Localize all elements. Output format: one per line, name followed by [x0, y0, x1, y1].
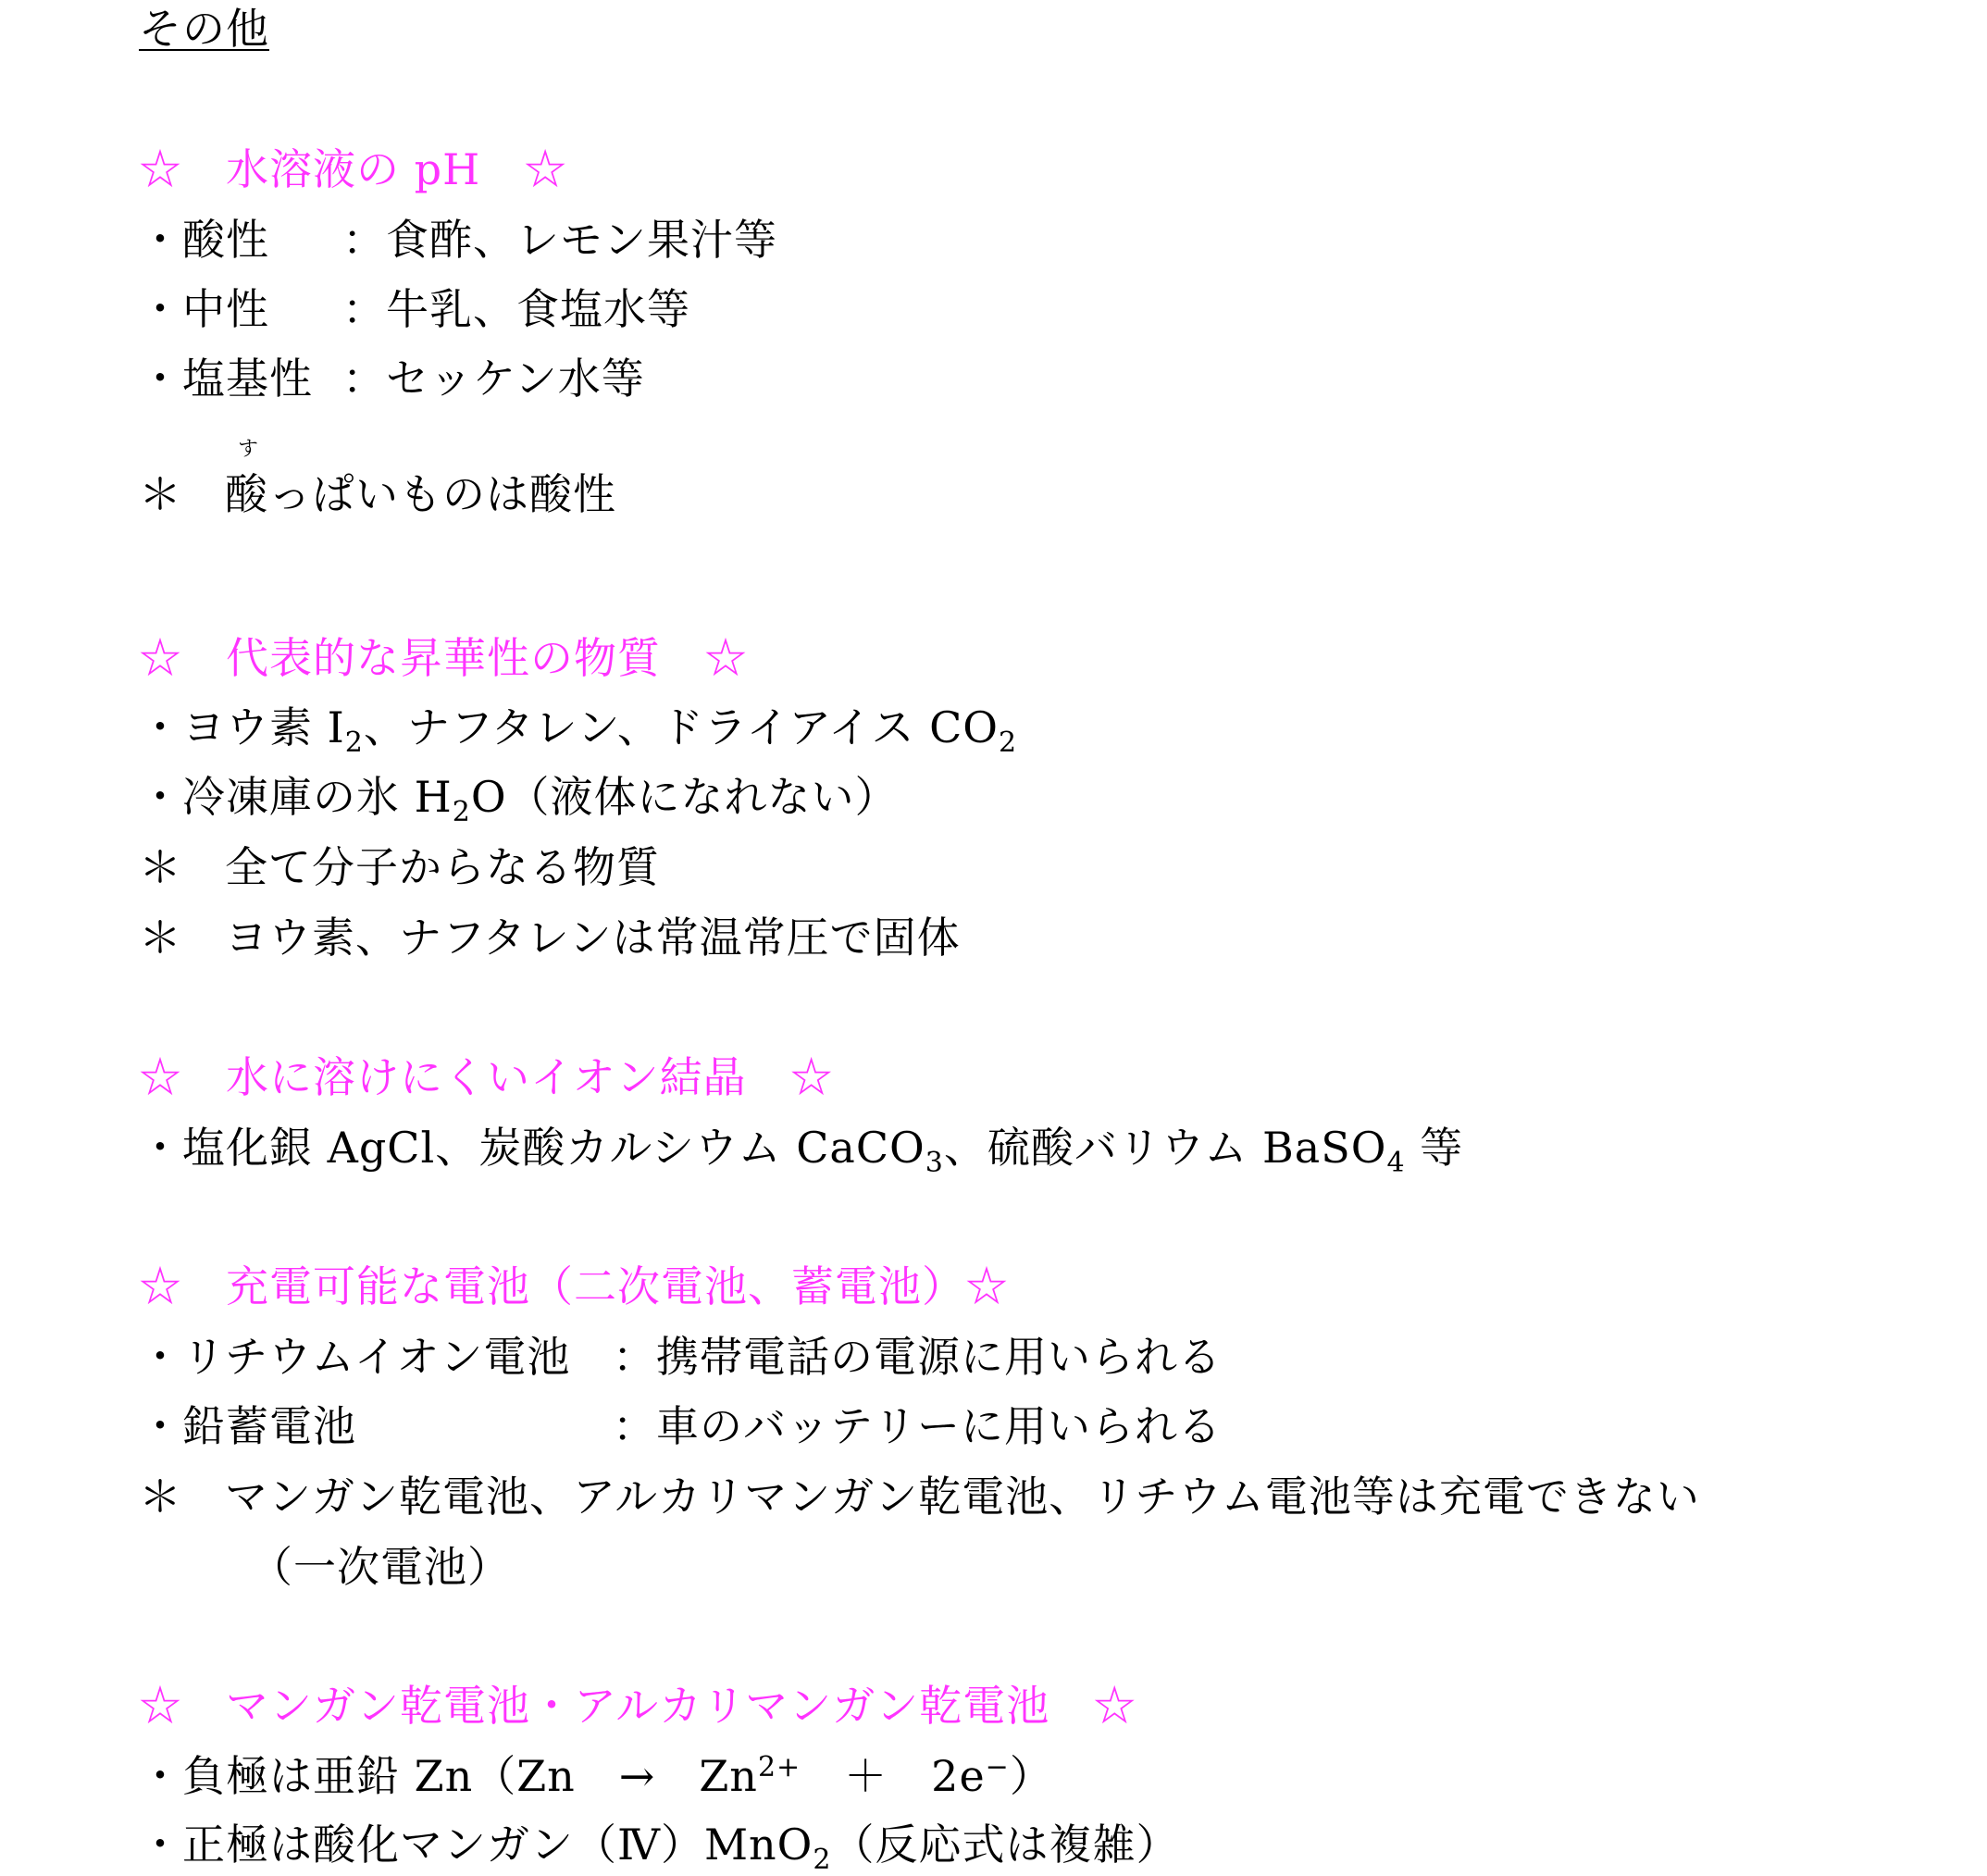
- item-label: ・鉛蓄電池: [139, 1401, 356, 1451]
- section-heading-rechargeable: ☆ 充電可能な電池（二次電池、蓄電池）☆: [139, 1261, 1009, 1311]
- section-heading-manganese: ☆ マンガン乾電池・アルカリマンガン乾電池 ☆: [139, 1681, 1137, 1731]
- note-text: マンガン乾電池、アルカリマンガン乾電池、リチウム電池等は充電できない: [225, 1472, 1700, 1522]
- ruby-reading: す: [238, 438, 260, 461]
- item-text: ・冷凍庫の氷 H: [139, 772, 453, 822]
- item-value: ：車のバッテリーに用いられる: [613, 1401, 1222, 1451]
- section-heading-sublimation: ☆ 代表的な昇華性の物質 ☆: [139, 633, 748, 683]
- subscript: 2: [452, 796, 471, 828]
- item-text: （反応式は複雑）: [831, 1820, 1180, 1870]
- list-item: [139, 1747, 1053, 1805]
- section-heading-insoluble: ☆ 水に溶けにくいイオン結晶 ☆: [139, 1052, 834, 1102]
- note-line: [139, 1468, 1700, 1525]
- item-text: 、硫酸バリウム BaSO: [943, 1123, 1387, 1173]
- item-text: ・ヨウ素 I: [139, 702, 345, 752]
- item-text: 、ナフタレン、ドライアイス CO: [363, 702, 1000, 752]
- item-value: ：牛乳、食塩水等: [342, 284, 690, 334]
- item-value: ：食酢、レモン果汁等: [342, 215, 777, 265]
- item-text: 等: [1405, 1123, 1464, 1173]
- list-item: [139, 350, 645, 407]
- item-text: ・負極は亜鉛 Zn（Zn → Zn: [139, 1751, 758, 1801]
- note-line: [139, 909, 961, 966]
- item-text: ）: [1009, 1751, 1053, 1801]
- subscript: 2: [344, 727, 364, 759]
- ruby-word: [225, 438, 268, 523]
- list-item: [139, 699, 1018, 759]
- superscript: −: [985, 1751, 1010, 1783]
- list-item: [139, 768, 899, 826]
- note-line: [139, 438, 616, 523]
- note-mark: ＊: [139, 842, 182, 892]
- item-label: ・中性: [139, 284, 269, 334]
- note-line: [139, 839, 660, 896]
- item-label: ・塩基性: [139, 354, 313, 404]
- item-text: ＋ 2e: [801, 1751, 986, 1801]
- note-mark: ＊: [139, 913, 182, 963]
- page-title: その他: [139, 4, 269, 54]
- item-text: ・正極は酸化マンガン（Ⅳ）MnO: [139, 1820, 813, 1870]
- note-mark: ＊: [139, 1472, 182, 1522]
- list-item: [139, 1328, 1222, 1385]
- list-item: [139, 1119, 1464, 1179]
- list-item: [139, 1398, 1222, 1455]
- superscript: 2+: [757, 1751, 801, 1783]
- note-text: っぱいものは酸性: [268, 469, 616, 519]
- note-text: ヨウ素、ナフタレンは常温常圧で固体: [225, 913, 961, 963]
- ruby-base: 酸: [225, 469, 268, 519]
- subscript: 2: [999, 727, 1018, 759]
- section-heading-ph: ☆ 水溶液の pH ☆: [139, 144, 568, 194]
- note-text: 全て分子からなる物質: [225, 842, 660, 892]
- item-text: O（液体になれない）: [470, 772, 899, 822]
- note-mark: ＊: [139, 469, 182, 519]
- list-item: [139, 280, 690, 338]
- item-value: ：セッケン水等: [342, 354, 645, 404]
- subscript: 2: [813, 1844, 832, 1876]
- item-label: ・リチウムイオン電池: [139, 1332, 571, 1382]
- note-continuation: [139, 1538, 511, 1596]
- item-label: ・酸性: [139, 215, 269, 265]
- subscript: 3: [925, 1147, 944, 1179]
- subscript: 4: [1386, 1147, 1406, 1179]
- note-text: （一次電池）: [250, 1542, 511, 1592]
- item-text: ・塩化銀 AgCl、炭酸カルシウム CaCO: [139, 1123, 925, 1173]
- list-item: [139, 211, 777, 268]
- item-value: ：携帯電話の電源に用いられる: [613, 1332, 1222, 1382]
